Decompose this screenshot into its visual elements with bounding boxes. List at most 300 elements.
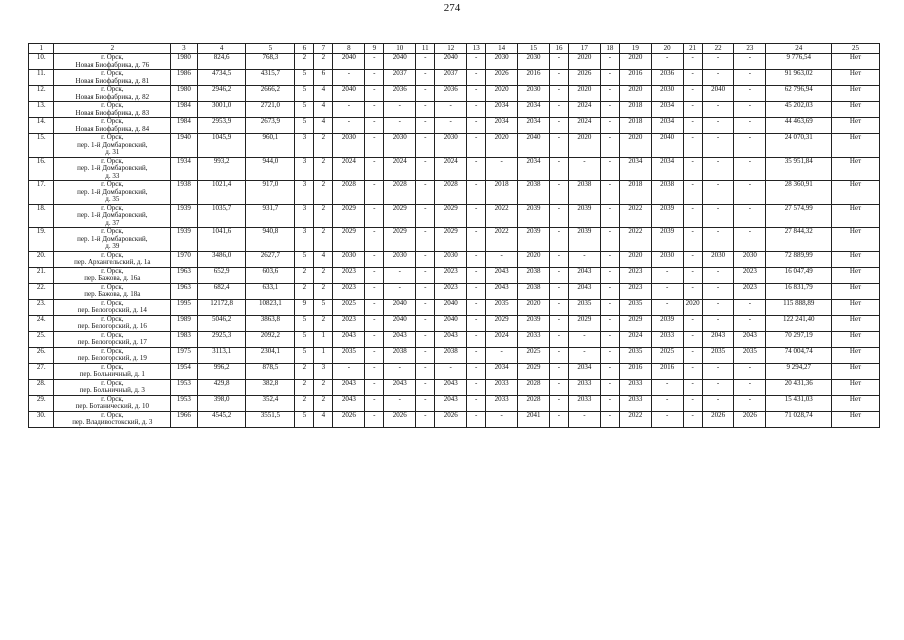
table-row	[29, 299, 880, 315]
living-area-cell: 10823,1	[246, 299, 295, 315]
build-year-cell: 1953	[171, 379, 198, 395]
repair-year-cell: -	[702, 181, 734, 205]
flag-cell: Нет	[832, 54, 880, 70]
repair-year-cell: 2033	[568, 395, 600, 411]
repair-year-cell: -	[600, 283, 619, 299]
repair-year-cell: -	[365, 204, 384, 228]
repair-year-cell: -	[365, 315, 384, 331]
repair-year-cell: -	[467, 283, 486, 299]
build-year-cell: 1934	[171, 157, 198, 181]
repair-year-cell: 2043	[568, 267, 600, 283]
total-area-cell: 2953,9	[197, 118, 246, 134]
living-area-cell: 2092,2	[246, 331, 295, 347]
repair-year-cell: -	[600, 347, 619, 363]
address-line: г. Орск,	[101, 69, 124, 77]
repair-year-cell: -	[365, 228, 384, 252]
repair-year-cell: 2040	[651, 134, 683, 158]
repair-year-cell: 2043	[333, 379, 365, 395]
cost-cell: 9 294,27	[766, 363, 832, 379]
repair-year-cell: -	[549, 331, 568, 347]
address-line: г. Орск,	[101, 204, 124, 212]
column-number-header: 22	[702, 44, 734, 54]
repair-year-cell: 2029	[384, 204, 416, 228]
total-area-cell: 996,2	[197, 363, 246, 379]
address-line: г. Орск,	[101, 267, 124, 275]
repair-year-cell: 2020	[518, 299, 550, 315]
build-year-cell: 1953	[171, 395, 198, 411]
repair-year-cell: 2023	[734, 267, 766, 283]
total-area-cell: 4734,5	[197, 70, 246, 86]
repair-year-cell: -	[600, 134, 619, 158]
table-row	[29, 379, 880, 395]
address-cell	[54, 181, 171, 205]
repair-year-cell: 2034	[486, 118, 518, 134]
address-cell	[54, 315, 171, 331]
repair-year-cell: -	[734, 204, 766, 228]
address-line: г. Орск,	[101, 395, 124, 403]
cost-cell: 71 028,74	[766, 411, 832, 427]
floors-cell: 5	[295, 102, 314, 118]
column-number-header: 20	[651, 44, 683, 54]
total-area-cell: 824,6	[197, 54, 246, 70]
column-number-header: 8	[333, 44, 365, 54]
column-number-header: 17	[568, 44, 600, 54]
living-area-cell: 960,1	[246, 134, 295, 158]
repair-year-cell: -	[416, 331, 435, 347]
repair-year-cell: -	[416, 181, 435, 205]
repair-year-cell: -	[384, 363, 416, 379]
repair-year-cell: 2028	[518, 379, 550, 395]
address-cell	[54, 267, 171, 283]
repair-year-cell: -	[549, 181, 568, 205]
repair-year-cell: 2035	[702, 347, 734, 363]
repair-year-cell: 2029	[486, 315, 518, 331]
repair-year-cell: -	[365, 86, 384, 102]
row-number-cell: 24.	[29, 315, 54, 331]
repair-year-cell: 2024	[486, 331, 518, 347]
address-line: пер. 1-й Домбаровский,	[77, 187, 148, 196]
build-year-cell: 1963	[171, 283, 198, 299]
repair-year-cell: -	[600, 102, 619, 118]
repair-year-cell: -	[651, 267, 683, 283]
repair-year-cell: -	[683, 283, 702, 299]
floors-cell: 2	[295, 379, 314, 395]
repair-year-cell: -	[568, 251, 600, 267]
repair-year-cell: -	[683, 70, 702, 86]
repair-year-cell: 2026	[568, 70, 600, 86]
repair-year-cell: -	[600, 118, 619, 134]
repair-year-cell: 2016	[518, 70, 550, 86]
flag-cell: Нет	[832, 251, 880, 267]
address-line: пер. Белогорский, д. 14	[77, 306, 147, 314]
repair-year-cell: 2026	[333, 411, 365, 427]
repair-year-cell: 2039	[651, 315, 683, 331]
repair-year-cell: 2029	[384, 228, 416, 252]
entrances-cell: 4	[314, 86, 333, 102]
repair-year-cell: 2038	[518, 283, 550, 299]
repair-year-cell: -	[683, 363, 702, 379]
repair-year-cell: -	[600, 299, 619, 315]
repair-year-cell: 2040	[435, 299, 467, 315]
total-area-cell: 2946,2	[197, 86, 246, 102]
repair-year-cell: 2030	[486, 54, 518, 70]
column-number-header: 13	[467, 44, 486, 54]
repair-year-cell: -	[549, 379, 568, 395]
repair-year-cell: -	[702, 157, 734, 181]
repair-year-cell: 2023	[435, 283, 467, 299]
cost-cell: 44 463,69	[766, 118, 832, 134]
repair-year-cell: 2043	[734, 331, 766, 347]
cost-cell: 27 844,32	[766, 228, 832, 252]
total-area-cell: 682,4	[197, 283, 246, 299]
repair-year-cell: 2043	[568, 283, 600, 299]
living-area-cell: 3551,5	[246, 411, 295, 427]
repair-year-cell: 2029	[333, 204, 365, 228]
table-row	[29, 315, 880, 331]
repair-year-cell: 2039	[518, 204, 550, 228]
repair-year-cell: -	[702, 134, 734, 158]
row-number-cell: 22.	[29, 283, 54, 299]
repair-year-cell: -	[467, 411, 486, 427]
row-number-cell: 29.	[29, 395, 54, 411]
address-line: Новая Биофабрика, д. 76	[75, 60, 150, 69]
repair-year-cell: -	[683, 379, 702, 395]
repair-year-cell: 2020	[568, 54, 600, 70]
repair-year-cell: -	[467, 118, 486, 134]
entrances-cell: 4	[314, 102, 333, 118]
repair-year-cell: 2030	[384, 251, 416, 267]
table-row	[29, 267, 880, 283]
repair-year-cell: 2033	[486, 379, 518, 395]
floors-cell: 5	[295, 86, 314, 102]
repair-year-cell: -	[384, 267, 416, 283]
build-year-cell: 1986	[171, 70, 198, 86]
repair-year-cell: 2029	[333, 228, 365, 252]
table-row	[29, 134, 880, 158]
entrances-cell: 2	[314, 54, 333, 70]
total-area-cell: 3113,1	[197, 347, 246, 363]
address-line: Новая Биофабрика, д. 84	[75, 124, 150, 133]
repair-year-cell: -	[365, 181, 384, 205]
repair-year-cell: -	[568, 157, 600, 181]
repair-year-cell: -	[486, 251, 518, 267]
flag-cell: Нет	[832, 315, 880, 331]
repair-year-cell: -	[549, 157, 568, 181]
address-line: г. Орск,	[101, 299, 124, 307]
row-number-cell: 20.	[29, 251, 54, 267]
repair-year-cell: 2023	[435, 267, 467, 283]
build-year-cell: 1966	[171, 411, 198, 427]
flag-cell: Нет	[832, 228, 880, 252]
flag-cell: Нет	[832, 118, 880, 134]
repair-year-cell: 2040	[702, 86, 734, 102]
cost-cell: 115 888,89	[766, 299, 832, 315]
repair-year-cell: -	[467, 70, 486, 86]
repair-year-cell: 2022	[486, 228, 518, 252]
floors-cell: 3	[295, 134, 314, 158]
repair-year-cell: -	[486, 347, 518, 363]
total-area-cell: 398,0	[197, 395, 246, 411]
column-number-header: 16	[549, 44, 568, 54]
living-area-cell: 2666,2	[246, 86, 295, 102]
table-row	[29, 251, 880, 267]
row-number-cell: 28.	[29, 379, 54, 395]
repair-year-cell: -	[416, 395, 435, 411]
repair-year-cell: 2026	[734, 411, 766, 427]
flag-cell: Нет	[832, 299, 880, 315]
table-row	[29, 347, 880, 363]
repair-year-cell: 2030	[518, 54, 550, 70]
repair-year-cell: -	[549, 411, 568, 427]
repair-year-cell: -	[702, 299, 734, 315]
repair-year-cell: 2043	[435, 395, 467, 411]
column-number-header: 6	[295, 44, 314, 54]
row-number-cell: 10.	[29, 54, 54, 70]
repair-year-cell: -	[416, 315, 435, 331]
row-number-cell: 11.	[29, 70, 54, 86]
table-row	[29, 283, 880, 299]
repair-year-cell: 2036	[384, 86, 416, 102]
repair-year-cell: -	[600, 379, 619, 395]
repair-year-cell: 2030	[702, 251, 734, 267]
address-line: г. Орск,	[101, 85, 124, 93]
floors-cell: 5	[295, 331, 314, 347]
row-number-cell: 26.	[29, 347, 54, 363]
repair-year-cell: 2029	[619, 315, 651, 331]
repair-year-cell: 2040	[384, 299, 416, 315]
address-line: пер. Белогорский, д. 17	[77, 338, 147, 346]
table-row	[29, 228, 880, 252]
repair-year-cell: -	[651, 379, 683, 395]
address-line: г. Орск,	[101, 315, 124, 323]
floors-cell: 2	[295, 54, 314, 70]
repair-year-cell: 2033	[486, 395, 518, 411]
address-line: Новая Биофабрика, д. 83	[75, 108, 150, 117]
living-area-cell: 2304,1	[246, 347, 295, 363]
repair-year-cell: -	[549, 118, 568, 134]
repair-year-cell: -	[734, 118, 766, 134]
repair-year-cell: -	[683, 251, 702, 267]
repair-year-cell: 2043	[333, 331, 365, 347]
column-number-header: 23	[734, 44, 766, 54]
row-number-cell: 18.	[29, 204, 54, 228]
repair-year-cell: 2026	[384, 411, 416, 427]
repair-year-cell: -	[416, 379, 435, 395]
repair-year-cell: 2034	[651, 157, 683, 181]
repair-year-cell: -	[365, 118, 384, 134]
repair-year-cell: -	[734, 157, 766, 181]
repair-year-cell: 2020	[619, 134, 651, 158]
address-line: д. 35	[105, 195, 120, 203]
flag-cell: Нет	[832, 102, 880, 118]
address-line: пер. Владивостокский, д. 3	[72, 418, 153, 426]
repair-year-cell: -	[600, 204, 619, 228]
repair-year-cell: -	[467, 102, 486, 118]
repair-year-cell: -	[365, 283, 384, 299]
address-cell	[54, 157, 171, 181]
repair-year-cell: 2020	[619, 251, 651, 267]
address-line: г. Орск,	[101, 157, 124, 165]
build-year-cell: 1980	[171, 86, 198, 102]
repair-year-cell: 2023	[333, 283, 365, 299]
floors-cell: 9	[295, 299, 314, 315]
repair-year-cell: 2034	[518, 118, 550, 134]
repair-year-cell: -	[734, 102, 766, 118]
repair-year-cell: -	[467, 379, 486, 395]
table-row	[29, 181, 880, 205]
repair-year-cell: -	[549, 315, 568, 331]
repair-year-cell: -	[549, 299, 568, 315]
entrances-cell: 5	[314, 299, 333, 315]
living-area-cell: 352,4	[246, 395, 295, 411]
repair-year-cell: -	[549, 251, 568, 267]
repair-year-cell: 2030	[435, 251, 467, 267]
repair-year-cell: 2034	[651, 102, 683, 118]
repair-year-cell: -	[416, 134, 435, 158]
repair-year-cell: -	[683, 267, 702, 283]
living-area-cell: 4315,7	[246, 70, 295, 86]
repair-year-cell: -	[333, 118, 365, 134]
flag-cell: Нет	[832, 70, 880, 86]
repair-year-cell: -	[600, 157, 619, 181]
repair-year-cell: 2034	[518, 102, 550, 118]
repair-year-cell: 2020	[683, 299, 702, 315]
entrances-cell: 2	[314, 283, 333, 299]
repair-year-cell: -	[486, 157, 518, 181]
repair-year-cell: 2024	[435, 157, 467, 181]
cost-cell: 70 297,19	[766, 331, 832, 347]
build-year-cell: 1989	[171, 315, 198, 331]
repair-year-cell: 2043	[384, 379, 416, 395]
flag-cell: Нет	[832, 331, 880, 347]
repair-year-cell: 2030	[651, 86, 683, 102]
repair-year-cell: -	[467, 228, 486, 252]
repair-year-cell: 2040	[333, 54, 365, 70]
address-line: Новая Биофабрика, д. 82	[75, 92, 150, 101]
address-cell	[54, 347, 171, 363]
repair-year-cell: -	[416, 411, 435, 427]
floors-cell: 5	[295, 315, 314, 331]
repair-year-cell: 2026	[435, 411, 467, 427]
repair-year-cell: 2020	[518, 251, 550, 267]
repair-year-cell: -	[365, 251, 384, 267]
table-row	[29, 363, 880, 379]
repair-year-cell: -	[435, 363, 467, 379]
repair-year-cell: -	[683, 86, 702, 102]
repair-year-cell: -	[365, 363, 384, 379]
address-cell	[54, 118, 171, 134]
housing-register-table	[28, 43, 880, 428]
repair-year-cell: 2024	[384, 157, 416, 181]
table-row	[29, 118, 880, 134]
repair-year-cell: 2023	[619, 267, 651, 283]
address-cell	[54, 283, 171, 299]
cost-cell: 45 202,03	[766, 102, 832, 118]
repair-year-cell: -	[416, 283, 435, 299]
repair-year-cell: -	[365, 54, 384, 70]
flag-cell: Нет	[832, 395, 880, 411]
repair-year-cell: -	[365, 299, 384, 315]
column-number-header: 21	[683, 44, 702, 54]
repair-year-cell: -	[384, 102, 416, 118]
repair-year-cell: 2039	[651, 204, 683, 228]
total-area-cell: 2925,3	[197, 331, 246, 347]
repair-year-cell: 2023	[333, 315, 365, 331]
repair-year-cell: -	[467, 251, 486, 267]
repair-year-cell: -	[416, 102, 435, 118]
address-cell	[54, 251, 171, 267]
repair-year-cell: 2023	[333, 267, 365, 283]
entrances-cell: 4	[314, 411, 333, 427]
repair-year-cell: -	[651, 54, 683, 70]
address-line: пер. Архангельский, д. 1а	[74, 258, 151, 266]
column-number-header: 4	[197, 44, 246, 54]
repair-year-cell: -	[600, 86, 619, 102]
cost-cell: 16 831,79	[766, 283, 832, 299]
repair-year-cell: 2028	[384, 181, 416, 205]
repair-year-cell: 2033	[619, 395, 651, 411]
flag-cell: Нет	[832, 86, 880, 102]
repair-year-cell: -	[467, 315, 486, 331]
column-number-header: 10	[384, 44, 416, 54]
repair-year-cell: -	[600, 331, 619, 347]
address-cell	[54, 54, 171, 70]
repair-year-cell: 2034	[651, 118, 683, 134]
table-body	[29, 54, 880, 428]
repair-year-cell: 2035	[734, 347, 766, 363]
repair-year-cell: 2043	[486, 267, 518, 283]
repair-year-cell: 2024	[568, 118, 600, 134]
total-area-cell: 652,9	[197, 267, 246, 283]
living-area-cell: 2627,7	[246, 251, 295, 267]
repair-year-cell: -	[734, 379, 766, 395]
cost-cell: 28 360,91	[766, 181, 832, 205]
address-line: д. 33	[105, 171, 120, 180]
repair-year-cell: -	[365, 134, 384, 158]
living-area-cell: 2721,0	[246, 102, 295, 118]
repair-year-cell: -	[467, 157, 486, 181]
repair-year-cell: -	[365, 331, 384, 347]
repair-year-cell: -	[416, 54, 435, 70]
repair-year-cell: -	[549, 54, 568, 70]
repair-year-cell: -	[702, 267, 734, 283]
column-number-header: 7	[314, 44, 333, 54]
repair-year-cell: -	[600, 251, 619, 267]
address-line: пер. Белогорский, д. 19	[77, 354, 147, 362]
repair-year-cell: 2020	[486, 134, 518, 158]
living-area-cell: 382,8	[246, 379, 295, 395]
build-year-cell: 1963	[171, 267, 198, 283]
repair-year-cell: -	[365, 347, 384, 363]
repair-year-cell: 2016	[619, 70, 651, 86]
floors-cell: 2	[295, 283, 314, 299]
address-line: пер. Больничный, д. 1	[79, 370, 145, 378]
repair-year-cell: 2024	[619, 331, 651, 347]
build-year-cell: 1939	[171, 204, 198, 228]
floors-cell: 2	[295, 363, 314, 379]
repair-year-cell: 2018	[486, 181, 518, 205]
repair-year-cell: -	[683, 395, 702, 411]
address-line: г. Орск,	[101, 411, 124, 419]
repair-year-cell: 2020	[619, 54, 651, 70]
row-number-cell: 30.	[29, 411, 54, 427]
address-line: пер. 1-й Домбаровский,	[77, 164, 148, 172]
repair-year-cell: -	[568, 331, 600, 347]
repair-year-cell: -	[549, 267, 568, 283]
repair-year-cell: -	[683, 118, 702, 134]
row-number-cell: 13.	[29, 102, 54, 118]
repair-year-cell: -	[568, 347, 600, 363]
